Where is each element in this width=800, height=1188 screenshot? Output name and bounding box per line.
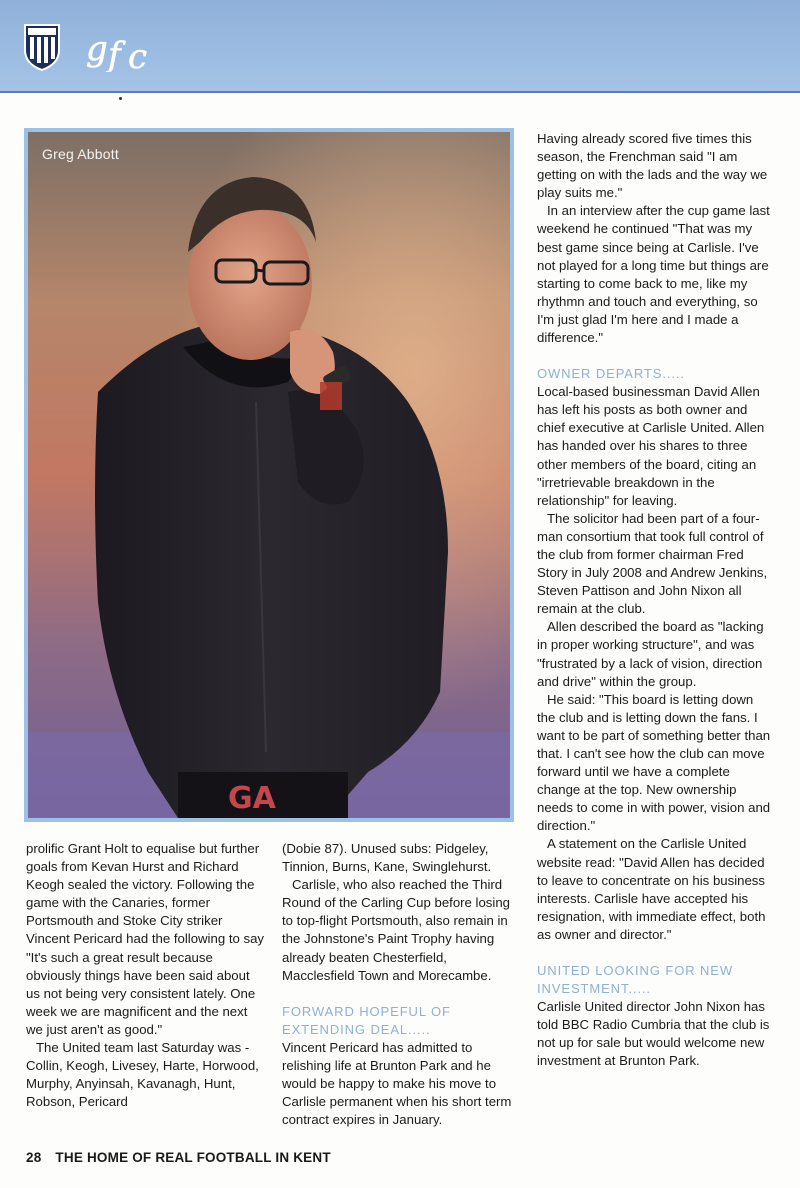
jacket-initials: GA (228, 781, 276, 816)
section-heading-new-investment: UNITED LOOKING FOR NEW INVESTMENT..... (537, 963, 734, 997)
paragraph: The United team last Saturday was - Collin, Keogh, Livesey, Harte, Horwood, Murphy, Anyinsah, Kavanagh, Hunt, Robson, Pericard (26, 1040, 259, 1110)
article-column-1 (26, 840, 266, 1111)
paragraph: Carlisle, who also reached the Third Round of the Carling Cup before losing to top-flight Portsmouth, also remain in the Johnstone's Paint Trophy having already beaten Chesterfield, Macclesfield Town and Morecambe. (282, 877, 510, 983)
paragraph: The solicitor had been part of a four-man consortium that took full control of the club from former chairman Fred Story in July 2008 and Andrew Jenkins, Steven Pattison and John Nixon all remain at the club. (537, 510, 768, 617)
page-header (0, 0, 800, 93)
section-heading-forward-hopeful: FORWARD HOPEFUL OF EXTENDING DEAL..... (282, 1003, 451, 1037)
article-column-3 (537, 130, 773, 1070)
paragraph: Carlisle United director John Nixon has told BBC Radio Cumbria that the club is not up for sale but would welcome new investment at Brunton Park. (537, 999, 770, 1069)
page-number: 28 (26, 1150, 42, 1165)
section-heading-owner-departs: OWNER DEPARTS..... (537, 366, 685, 382)
svg-text:c: c (128, 37, 148, 72)
svg-text:g: g (86, 29, 108, 69)
paragraph: Local-based businessman David Allen has left his posts as both owner and chief executive at Carlisle United. Allen has handed over his shares to three other members of the board, citing an "irretrievable breakdown in the relationship" for leaving. (537, 384, 765, 508)
manager-photo (24, 128, 514, 822)
article-column-2 (282, 840, 518, 1129)
gfc-monogram-icon (84, 26, 162, 72)
paragraph: Vincent Pericard has admitted to relishing life at Brunton Park and he would be happy to make his move to Carlisle permanent when his short term contract expires in January. (282, 1039, 512, 1128)
photo-caption: Greg Abbott (42, 146, 119, 162)
paragraph: Allen described the board as "lacking in proper working structure", and was "frustrated by a lack of vision, direction and drive" within the group. (537, 619, 764, 689)
photo-illustration (28, 132, 510, 818)
svg-text:f: f (108, 35, 121, 72)
page-footer (26, 1150, 331, 1165)
footer-tagline: THE HOME OF REAL FOOTBALL IN KENT (55, 1150, 331, 1165)
paragraph: Having already scored five times this season, the Frenchman said "I am getting on with the lads and the way we play suits me." (537, 131, 768, 201)
gillingham-crest-icon (22, 22, 62, 72)
paragraph: prolific Grant Holt to equalise but further goals from Kevan Hurst and Richard Keogh sealed the victory. Following the game with the Canaries, former Portsmouth and Stoke City striker Vincent Pericard had the following to say "It's such a great result because obviously things have been said about us not being very consistent lately. One week we are magnificent and the next we just aren't as good." (26, 841, 265, 1037)
paragraph: In an interview after the cup game last weekend he continued "That was my best game since being at Carlisle. I've not played for a long time but things are starting to come back to me, like my rhythmn and touch and everything, so I'm just glad I'm here and I made a difference." (537, 203, 770, 346)
paragraph: He said: "This board is letting down the club and is letting down the fans. I want to be part of something better than that. I can't see how the club can move forward until we have a complete change at the top. New ownership needs to come in with power, vision and direction." (537, 691, 771, 834)
print-speck (119, 97, 122, 100)
paragraph: (Dobie 87). Unused subs: Pidgeley, Tinnion, Burns, Kane, Swinglehurst. (282, 841, 492, 875)
paragraph: A statement on the Carlisle United website read: "David Allen has decided to leave to concentrate on his business interests. Carlisle have accepted his resignation, with immediate effect, both as owner and director." (537, 836, 766, 942)
